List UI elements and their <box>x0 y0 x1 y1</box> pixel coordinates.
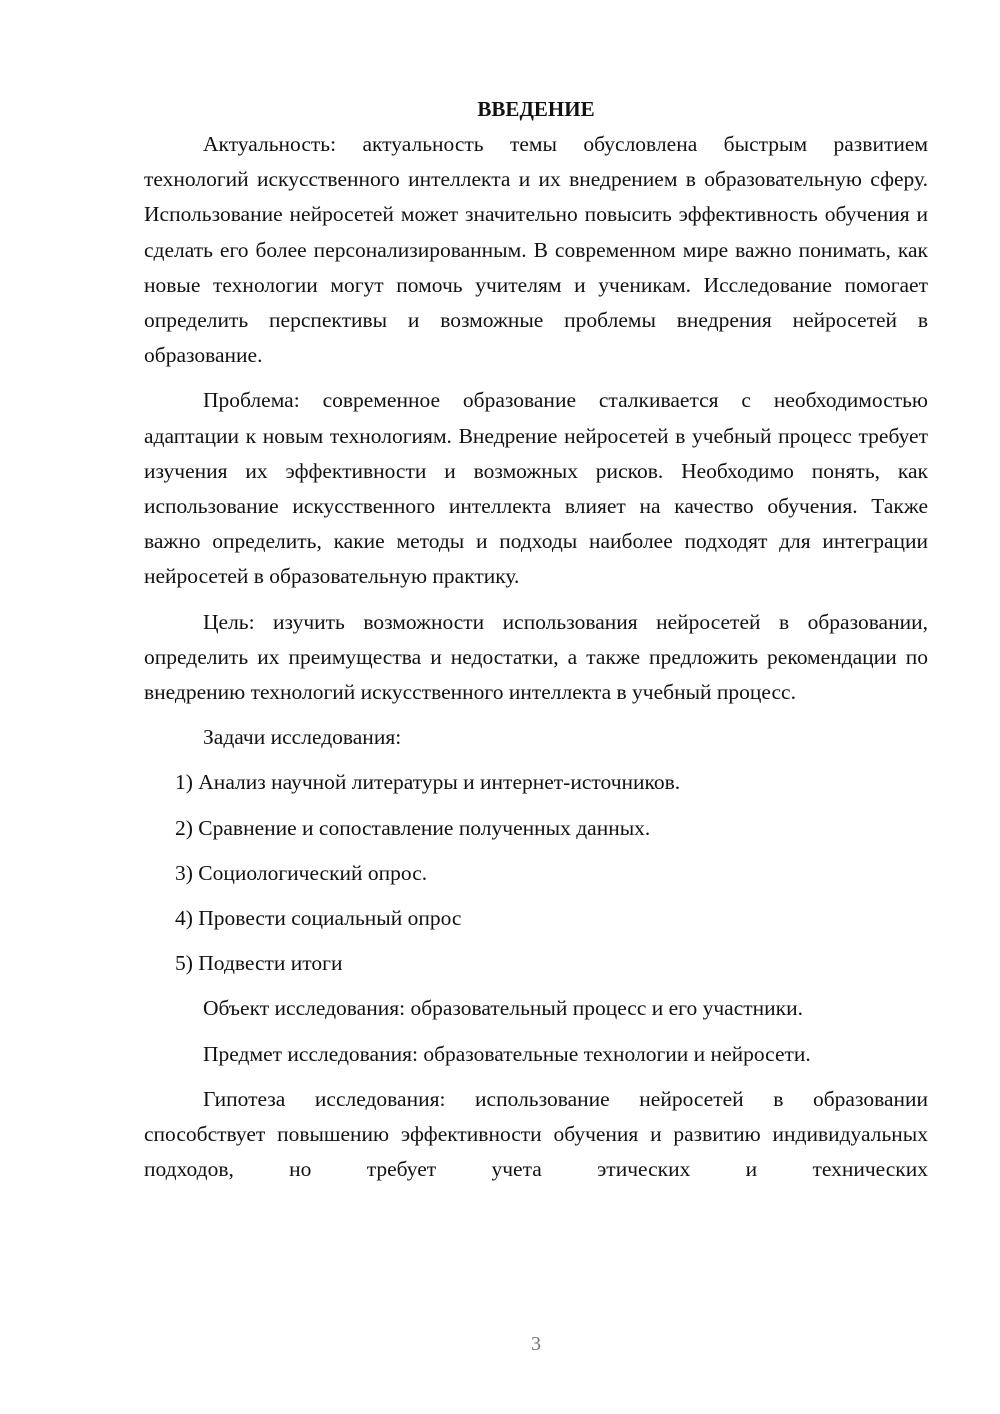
section-heading: ВВЕДЕНИЕ <box>477 97 595 121</box>
page-number: 3 <box>531 1333 541 1355</box>
relevance-paragraph: Актуальность: актуальность темы обусловлена быстрым развитием технологий искусственного интеллекта и их внедрением в образовательную сферу. Использование нейросетей может значительно повысить эффективность обучения и сделать его более персонализированным. В современном мире важно понимать, как новые технологии могут помочь учителям и ученикам. Исследование помогает определить перспективы и возможные проблемы внедрения нейросетей в образование. <box>144 132 928 368</box>
subject-paragraph: Предмет исследования: образовательные технологии и нейросети. <box>203 1041 811 1066</box>
task-item: 2) Сравнение и сопоставление полученных данных. <box>175 815 651 840</box>
problem-paragraph: Проблема: современное образование сталкивается с необходимостью адаптации к новым технологиям. Внедрение нейросетей в учебный процесс требует изучения их эффективности и возможных рисков. Необходимо понять, как использование искусственного интеллекта влияет на качество обучения. Также важно определить, какие методы и подходы наиболее подходят для интеграции нейросетей в образовательную практику. <box>144 388 928 589</box>
task-item: 4) Провести социальный опрос <box>175 906 462 931</box>
hypothesis-paragraph: Гипотеза исследования: использование нейросетей в образовании способствует повышению эффективности обучения и развитию индивидуальных подходов, но требует учета этических и технических <box>144 1086 928 1182</box>
task-item: 5) Подвести итоги <box>175 951 343 976</box>
task-item: 1) Анализ научной литературы и интернет-источников. <box>175 770 681 795</box>
task-item: 3) Социологический опрос. <box>175 860 428 885</box>
tasks-title: Задачи исследования: <box>203 725 402 750</box>
page-content <box>144 92 928 1197</box>
object-paragraph: Объект исследования: образовательный процесс и его участники. <box>203 996 803 1021</box>
goal-paragraph: Цель: изучить возможности использования нейросетей в образовании, определить их преимущества и недостатки, а также предложить рекомендации по внедрению технологий искусственного интеллекта в учебный процесс. <box>144 609 928 705</box>
